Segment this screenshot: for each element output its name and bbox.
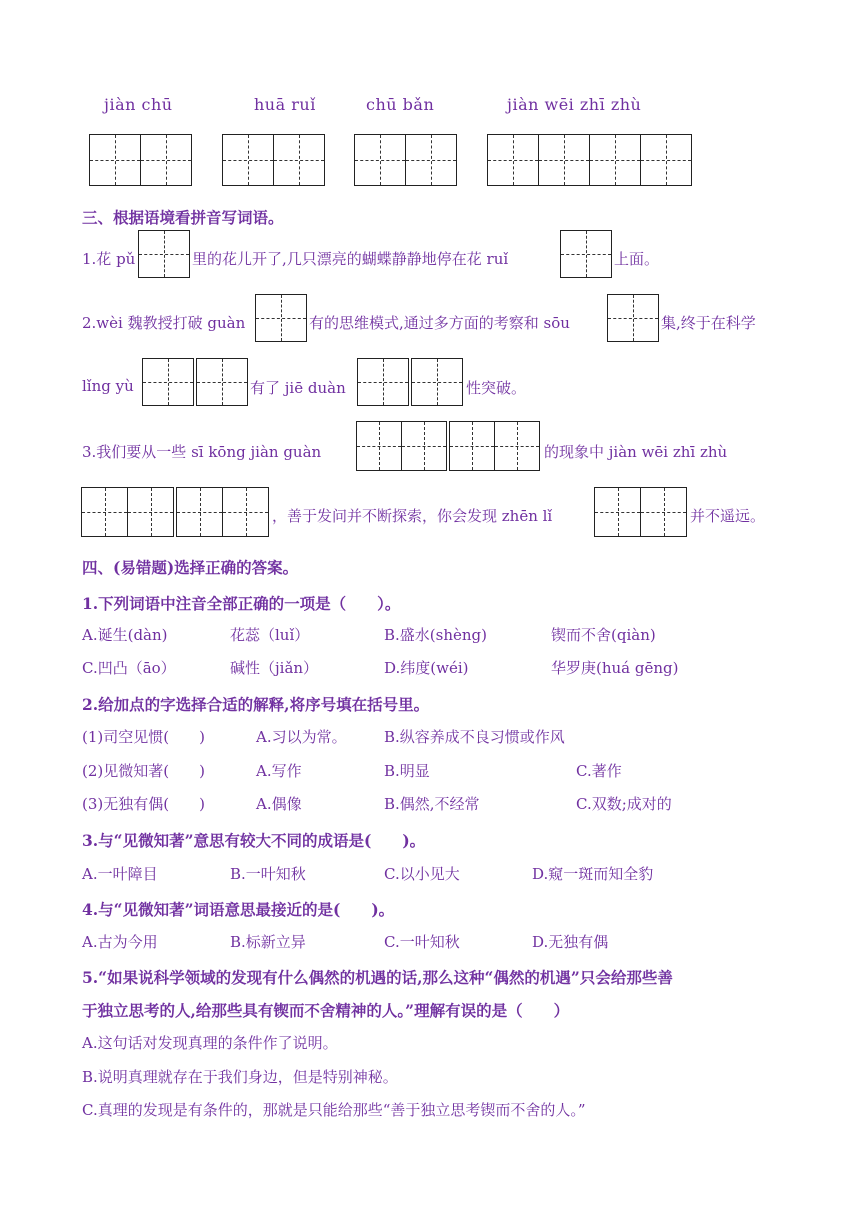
writing-box[interactable] [640,134,692,186]
q4-1-opt[interactable]: 锲而不舍(qiàn) [551,626,656,644]
writing-box[interactable] [255,294,307,342]
q4-2-row2-opt[interactable]: B.明显 [384,762,430,780]
q3-2-text-f: 性突破。 [466,379,527,397]
writing-box[interactable] [560,230,612,278]
writing-box[interactable] [142,358,194,406]
q4-2-row2-opt[interactable]: A.写作 [256,762,302,780]
q4-1-opt[interactable]: 花蕊（luǐ） [230,626,310,644]
q3-1-text-c: 上面。 [614,250,660,268]
q3-1-text-b: 里的花儿开了,几只漂亮的蝴蝶静静地停在花 ruǐ [192,250,509,268]
q3-2-text-e: 有了 jiē duàn [250,379,346,397]
q4-5-title-line1: 5.“如果说科学领域的发现有什么偶然的机遇的话,那么这种“偶然的机遇”只会给那些善 [82,968,673,987]
writing-box[interactable] [138,230,190,278]
writing-box[interactable] [607,294,659,342]
q4-2-row2-opt[interactable]: C.著作 [576,762,622,780]
writing-box[interactable] [494,421,540,471]
q4-2-row3-opt[interactable]: C.双数;成对的 [576,795,672,813]
writing-box[interactable] [487,134,539,186]
section4-heading: 四、(易错题)选择正确的答案。 [82,558,299,577]
writing-box[interactable] [140,134,192,186]
q4-1-opt[interactable]: 碱性（jiǎn） [230,659,319,677]
writing-box[interactable] [356,421,402,471]
pinyin-jian-wei-zhi-zhu: jiàn wēi zhī zhù [507,95,642,114]
q3-2-text-b: 有的思维模式,通过多方面的考察和 sōu [309,314,570,332]
q4-3-opt[interactable]: A.一叶障目 [82,865,158,883]
writing-box[interactable] [449,421,495,471]
writing-box[interactable] [196,358,248,406]
q4-1-opt[interactable]: 华罗庚(huá gēng) [551,659,679,677]
q3-3-text-a: 3.我们要从一些 sī kōng jiàn guàn [82,443,322,461]
q4-2-title: 2.给加点的字选择合适的解释,将序号填在括号里。 [82,695,430,714]
q4-3-title: 3.与“见微知著”意思有较大不同的成语是( )。 [82,831,426,850]
q4-2-row1-opt[interactable]: B.纵容养成不良习惯或作风 [384,728,565,746]
q3-3-text-d: 并不遥远。 [690,507,766,525]
q4-5-opt[interactable]: A.这句话对发现真理的条件作了说明。 [82,1034,338,1052]
q4-3-opt[interactable]: B.一叶知秋 [230,865,306,883]
section3-heading: 三、根据语境看拼音写词语。 [82,208,284,227]
q4-2-row3-opt[interactable]: A.偶像 [256,795,302,813]
q4-2-row3-blank[interactable]: (3)无独有偶( ) [82,795,205,813]
q4-5-title-line2: 于独立思考的人,给那些具有锲而不舍精神的人。”理解有误的是（ ） [82,1001,570,1020]
writing-box[interactable] [222,487,269,537]
writing-box[interactable] [640,487,687,537]
q4-1-opt[interactable]: B.盛水(shèng) [384,626,487,644]
q4-5-opt[interactable]: C.真理的发现是有条件的，那就是只能给那些“善于独立思考锲而不舍的人。” [82,1101,586,1119]
writing-box[interactable] [222,134,274,186]
writing-box[interactable] [273,134,325,186]
writing-box[interactable] [401,421,447,471]
writing-box[interactable] [127,487,174,537]
q4-1-opt[interactable]: A.诞生(dàn) [82,626,168,644]
q4-1-title: 1.下列词语中注音全部正确的一项是（ ）。 [82,594,401,613]
writing-box[interactable] [357,358,409,406]
pinyin-chu-ban: chū bǎn [366,95,435,114]
writing-box[interactable] [89,134,141,186]
q4-1-opt[interactable]: C.凹凸（āo） [82,659,176,677]
writing-box[interactable] [538,134,590,186]
q3-3-text-b: 的现象中 jiàn wēi zhī zhù [544,443,728,461]
writing-box[interactable] [81,487,128,537]
q4-2-row1-blank[interactable]: (1)司空见惯( ) [82,728,205,746]
q4-3-opt[interactable]: D.窥一斑而知全豹 [532,865,654,883]
writing-box[interactable] [411,358,463,406]
q4-4-opt[interactable]: D.无独有偶 [532,933,609,951]
writing-box[interactable] [405,134,457,186]
q4-2-row1-opt[interactable]: A.习以为常。 [256,728,347,746]
q4-4-title: 4.与“见微知著”词语意思最接近的是( )。 [82,900,395,919]
pinyin-hua-rui: huā ruǐ [254,95,316,114]
q3-2-text-a: 2.wèi 魏教授打破 guàn [82,314,246,332]
q4-2-row2-blank[interactable]: (2)见微知著( ) [82,762,205,780]
q4-2-row3-opt[interactable]: B.偶然,不经常 [384,795,480,813]
pinyin-jian-chu: jiàn chū [104,95,173,114]
q3-2-text-d: lǐng yù [82,377,134,395]
q4-4-opt[interactable]: C.一叶知秋 [384,933,460,951]
writing-box[interactable] [354,134,406,186]
writing-box[interactable] [589,134,641,186]
q3-3-text-c: ，善于发问并不断探索，你会发现 zhēn lǐ [272,507,553,525]
writing-box[interactable] [176,487,223,537]
q4-4-opt[interactable]: A.古为今用 [82,933,158,951]
q4-1-opt[interactable]: D.纬度(wéi) [384,659,469,677]
q3-2-text-c: 集,终于在科学 [661,314,756,332]
writing-box[interactable] [594,487,641,537]
q4-4-opt[interactable]: B.标新立异 [230,933,306,951]
q4-5-opt[interactable]: B.说明真理就存在于我们身边，但是特别神秘。 [82,1068,398,1086]
q3-1-text-a: 1.花 pǔ [82,250,136,268]
q4-3-opt[interactable]: C.以小见大 [384,865,460,883]
